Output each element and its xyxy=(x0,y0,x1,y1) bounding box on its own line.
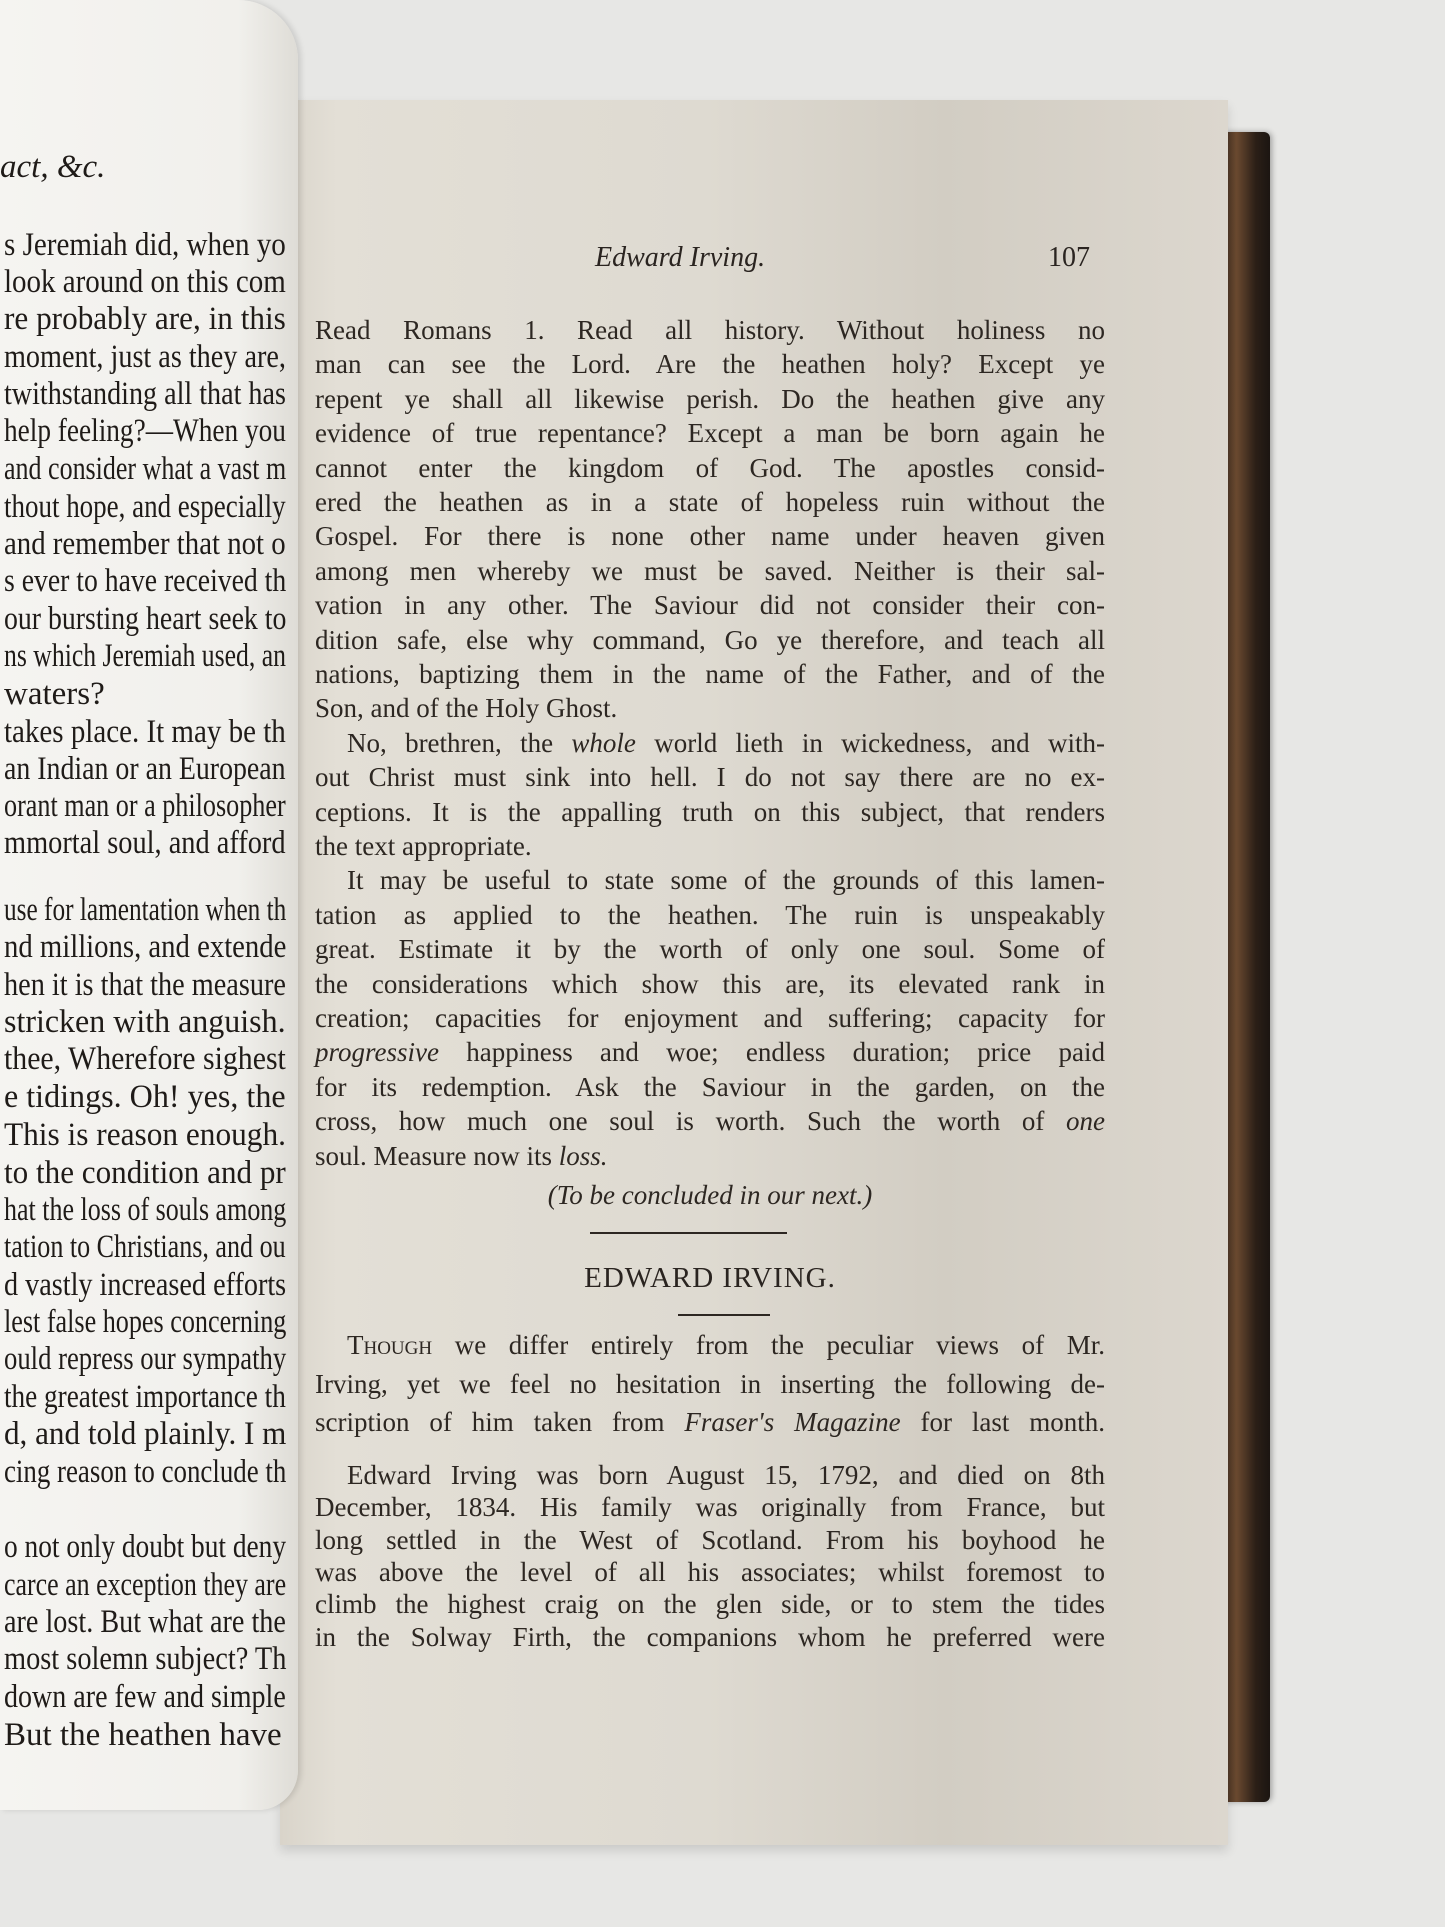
left-text-line: orant man or a philosopher xyxy=(4,788,286,824)
text-line xyxy=(315,625,1105,655)
left-text-line: to the condition and pr xyxy=(4,1155,286,1191)
text-segment: among men whereby we must be saved. Neither is their sal- xyxy=(315,555,1105,586)
text-segment: the text appropriate. xyxy=(315,831,532,861)
text-segment: nations, baptizing them in the name of the Father, and of the xyxy=(315,659,1105,689)
text-segment: repent ye shall all likewise perish. Do the heathen give any xyxy=(315,383,1105,414)
text-line xyxy=(315,693,1105,723)
text-line xyxy=(315,1492,1105,1522)
text-segment: December, 1834. His family was originally from France, but xyxy=(315,1492,1105,1523)
text-line xyxy=(315,865,1105,895)
text-line xyxy=(315,1003,1105,1033)
left-text-line: thee, Wherefore sighest xyxy=(4,1041,286,1077)
text-segment: Irving, yet we feel no hesitation in inserting the following de- xyxy=(315,1368,1105,1399)
text-line xyxy=(315,934,1105,964)
running-head: Edward Irving. xyxy=(595,242,766,273)
text-line xyxy=(315,762,1105,792)
left-text-line: most solemn subject? Th xyxy=(4,1641,287,1677)
left-page xyxy=(0,0,298,1810)
text-segment: was above the level of all his associates; whilst foremost to xyxy=(315,1556,1105,1587)
text-segment: in the Solway Firth, the companions whom he preferred were xyxy=(315,1621,1105,1652)
text-segment: out Christ must sink into hell. I do not say there are no ex- xyxy=(315,762,1105,793)
text-line xyxy=(315,1072,1105,1102)
text-line xyxy=(315,659,1105,689)
text-segment: cannot enter the kingdom of God. The apostles consid- xyxy=(315,452,1105,483)
italic-text: whole xyxy=(571,727,636,758)
text-line xyxy=(315,831,1105,861)
text-line xyxy=(315,453,1105,483)
text-line xyxy=(315,797,1105,827)
left-text-line: mmortal soul, and afford xyxy=(4,825,286,861)
text-segment: world lieth in wickedness, and with- xyxy=(635,727,1105,758)
text-segment: It may be useful to state some of the grounds of this lamen- xyxy=(347,865,1105,896)
left-text-line: o not only doubt but deny xyxy=(4,1529,287,1565)
text-segment: Son, and of the Holy Ghost. xyxy=(315,693,618,724)
text-segment: the considerations which show this are, its elevated rank in xyxy=(315,968,1105,999)
text-segment: we differ entirely from the peculiar views of Mr. xyxy=(432,1330,1105,1360)
text-segment: cross, how much one soul is worth. Such the worth of xyxy=(315,1106,1067,1137)
text-segment: long settled in the West of Scotland. From his boyhood he xyxy=(315,1524,1105,1555)
text-line xyxy=(315,1525,1105,1555)
left-text-line: our bursting heart seek to xyxy=(4,601,287,637)
left-text-line: takes place. It may be th xyxy=(4,714,286,750)
left-text-line: This is reason enough. xyxy=(4,1117,286,1153)
text-line xyxy=(315,384,1105,414)
text-segment: dition safe, else why command, Go ye therefore, and teach all xyxy=(315,624,1105,655)
text-line xyxy=(315,1106,1105,1136)
text-segment: vation in any other. The Saviour did not consider their con- xyxy=(315,590,1105,621)
text-line xyxy=(315,487,1105,517)
italic-text: loss. xyxy=(558,1140,608,1171)
text-segment: climb the highest craig on the glen side, or to stem the tides xyxy=(315,1589,1105,1620)
left-text-line: and consider what a vast m xyxy=(4,451,287,487)
left-text-line: ns which Jeremiah used, an xyxy=(4,638,286,674)
text-segment: soul. Measure now its xyxy=(315,1140,559,1171)
text-line xyxy=(315,969,1105,999)
text-line xyxy=(315,1407,1105,1437)
text-segment: Though xyxy=(347,1330,433,1360)
book-cover-edge xyxy=(1222,132,1270,1802)
left-text-line: waters? xyxy=(4,676,105,712)
text-segment: scription of him taken from xyxy=(315,1407,685,1437)
left-text-line: s ever to have received th xyxy=(4,563,287,599)
continued-note: (To be concluded in our next.) xyxy=(547,1180,873,1210)
text-line xyxy=(315,418,1105,448)
section-heading: EDWARD IRVING. xyxy=(584,1262,836,1294)
text-segment: No, brethren, the xyxy=(347,727,572,758)
left-text-line: cing reason to conclude th xyxy=(4,1454,287,1490)
text-line xyxy=(315,900,1105,930)
text-line xyxy=(315,1330,1105,1360)
left-text-line: and remember that not o xyxy=(4,526,286,562)
text-segment: evidence of true repentance? Except a man be born again he xyxy=(315,418,1105,449)
text-segment: creation; capacities for enjoyment and suffering; capacity for xyxy=(315,1003,1105,1033)
text-line xyxy=(315,1369,1105,1399)
right-page xyxy=(280,100,1228,1845)
italic-text: one xyxy=(1066,1106,1105,1137)
text-segment: happiness and woe; endless duration; price paid xyxy=(438,1037,1105,1068)
left-text-line: hen it is that the measure xyxy=(4,967,286,1003)
left-text-line: carce an exception they are xyxy=(4,1567,287,1603)
text-segment: for last month. xyxy=(900,1407,1106,1437)
left-text-line: e tidings. Oh! yes, the xyxy=(4,1079,286,1115)
text-line xyxy=(315,728,1105,758)
left-text-line: an Indian or an European xyxy=(4,751,286,787)
italic-text: progressive xyxy=(315,1037,439,1068)
text-segment: for its redemption. Ask the Saviour in the garden, on the xyxy=(315,1071,1105,1102)
text-line xyxy=(315,556,1105,586)
left-text-line: look around on this com xyxy=(4,264,286,300)
text-line xyxy=(315,1589,1105,1619)
left-text-line: moment, just as they are, xyxy=(4,339,286,375)
page-number: 107 xyxy=(1048,242,1090,273)
text-segment: Edward Irving was born August 15, 1792, and died on 8th xyxy=(347,1460,1105,1490)
left-text-line: lest false hopes concerning xyxy=(4,1304,287,1340)
text-segment: ered the heathen as in a state of hopeless ruin without the xyxy=(315,487,1105,517)
italic-text: Fraser's Magazine xyxy=(684,1407,901,1437)
text-line xyxy=(315,1622,1105,1652)
text-line xyxy=(315,1037,1105,1067)
text-line xyxy=(315,1460,1105,1490)
left-text-line: stricken with anguish. xyxy=(4,1004,286,1040)
left-text-line: twithstanding all that has xyxy=(4,376,286,412)
left-text-line: are lost. But what are the xyxy=(4,1604,286,1640)
text-segment: ceptions. It is the appalling truth on this subject, that renders xyxy=(315,796,1105,827)
left-text-line: d, and told plainly. I m xyxy=(4,1416,287,1452)
left-text-line: tation to Christians, and ou xyxy=(4,1229,286,1265)
text-line xyxy=(315,590,1105,620)
left-text-line: use for lamentation when th xyxy=(4,892,287,928)
left-text-line: the greatest importance th xyxy=(4,1379,286,1415)
text-line xyxy=(315,1141,1105,1171)
left-text-line: But the heathen have xyxy=(4,1717,282,1753)
left-text-line: d vastly increased efforts xyxy=(4,1267,287,1303)
left-text-line: ould repress our sympathy xyxy=(4,1341,287,1377)
text-line xyxy=(315,1557,1105,1587)
text-segment: Gospel. For there is none other name under heaven given xyxy=(315,521,1105,552)
text-segment: man can see the Lord. Are the heathen holy? Except ye xyxy=(315,349,1105,380)
section-divider xyxy=(590,1232,787,1234)
left-text-line: thout hope, and especially xyxy=(4,489,286,525)
text-line xyxy=(315,349,1105,379)
left-text-line: nd millions, and extende xyxy=(4,929,287,965)
left-text-line: hat the loss of souls among xyxy=(4,1192,287,1228)
left-running-head: act, &c. xyxy=(0,149,106,185)
heading-underline xyxy=(678,1314,770,1316)
left-text-line: s Jeremiah did, when yo xyxy=(4,227,286,263)
text-segment: tation as applied to the heathen. The ruin is unspeakably xyxy=(315,899,1105,930)
text-line xyxy=(315,521,1105,551)
text-segment: great. Estimate it by the worth of only one soul. Some of xyxy=(315,934,1105,965)
left-text-line: down are few and simple xyxy=(4,1679,286,1715)
text-line xyxy=(315,315,1105,345)
text-segment: Read Romans 1. Read all history. Without holiness no xyxy=(315,315,1105,345)
left-text-line: re probably are, in this xyxy=(4,301,286,337)
left-text-line: help feeling?—When you xyxy=(4,413,286,449)
